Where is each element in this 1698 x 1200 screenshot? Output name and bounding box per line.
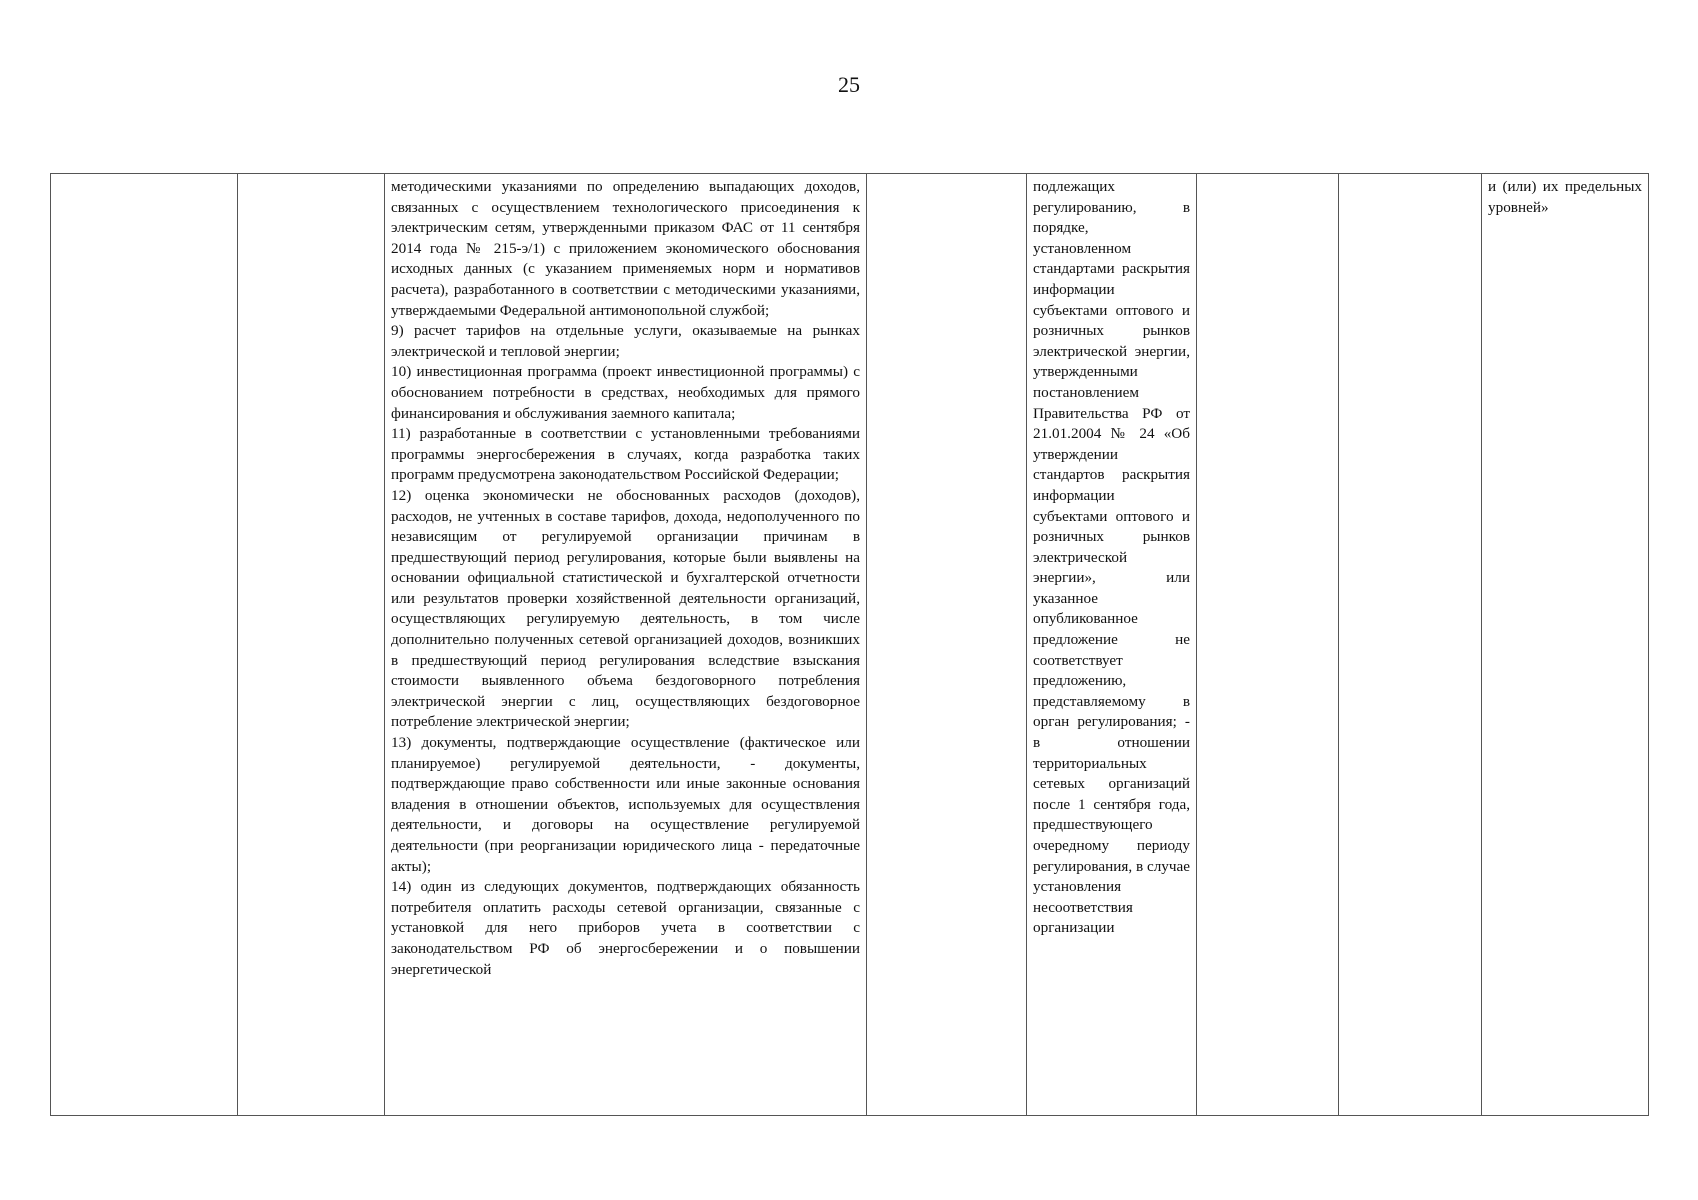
paragraph: 11) разработанные в соответствии с установленными требованиями программы энергосбережения в случаях, когда разработка таких программ предусмотрена законодательством Российской Федерации; bbox=[391, 425, 860, 484]
paragraph: 14) один из следующих документов, подтверждающих обязанность потребителя оплатить расходы сетевой организации, связанные с установкой для него приборов учета в соответствии с законодательством РФ об энергосбережении и о повышении энергетической bbox=[391, 878, 860, 978]
table-cell-col7 bbox=[1339, 174, 1482, 1116]
table-cell-col6 bbox=[1197, 174, 1339, 1116]
table-cell-col5: подлежащих регулированию, в порядке, установленном стандартами раскрытия информации субъектами оптового и розничных рынков электрической энергии, утвержденными постановлением Правительства РФ от 21.01.2004 № 24 «Об утверждении стандартов раскрытия информации субъектами оптового и розничных рынков электрической энергии», или указанное опубликованное предложение не соответствует предложению, представляемому в орган регулирования; - в отношении территориальных сетевых организаций после 1 сентября года, предшествующего очередному периоду регулирования, в случае установления несоответствия организации bbox=[1027, 174, 1197, 1116]
table-cell-col8: и (или) их предельных уровней» bbox=[1482, 174, 1649, 1116]
table-cell-col2 bbox=[238, 174, 385, 1116]
paragraph: 12) оценка экономически не обоснованных расходов (доходов), расходов, не учтенных в составе тарифов, дохода, недополученного по независящим от регулируемой организации причинам в предшествующий период регулирования, которые были выявлены на основании официальной статистической и бухгалтерской отчетности или результатов проверки хозяйственной деятельности организаций, осуществляющих регулируемую деятельность, в том числе дополнительно полученных сетевой организацией доходов, возникших в предшествующий период регулирования вследствие взыскания стоимости выявленного объема бездоговорного потребления электрической энергии с лиц, осуществляющих бездоговорное потребление электрической энергии; bbox=[391, 486, 860, 731]
paragraph: 9) расчет тарифов на отдельные услуги, оказываемые на рынках электрической и тепловой энергии; bbox=[391, 322, 860, 360]
paragraph: 10) инвестиционная программа (проект инвестиционной программы) с обоснованием потребности в средствах, необходимых для прямого финансирования и обслуживания заемного капитала; bbox=[391, 363, 860, 422]
paragraph: 13) документы, подтверждающие осуществление (фактическое или планируемое) регулируемой деятельности, - документы, подтверждающие право собственности или иные законные основания владения в отношении объектов, используемых для осуществления деятельности, и договоры на осуществление регулируемой деятельности (при реорганизации юридического лица - передаточные акты); bbox=[391, 734, 860, 875]
document-table bbox=[50, 173, 1649, 1116]
table-cell-col3 bbox=[385, 174, 867, 1116]
page-number: 25 bbox=[838, 72, 860, 97]
table-cell-col4 bbox=[867, 174, 1027, 1116]
table-row bbox=[51, 174, 1649, 1116]
table-cell-col1 bbox=[51, 174, 238, 1116]
paragraph: методическими указаниями по определению выпадающих доходов, связанных с осуществлением технологического присоединения к электрическим сетям, утвержденными приказом ФАС от 11 сентября 2014 года № 215-э/1) с приложением экономического обоснования исходных данных (с указанием применяемых норм и нормативов расчета), разработанного в соответствии с методическими указаниями, утверждаемыми Федеральной антимонопольной службой; bbox=[391, 178, 860, 319]
